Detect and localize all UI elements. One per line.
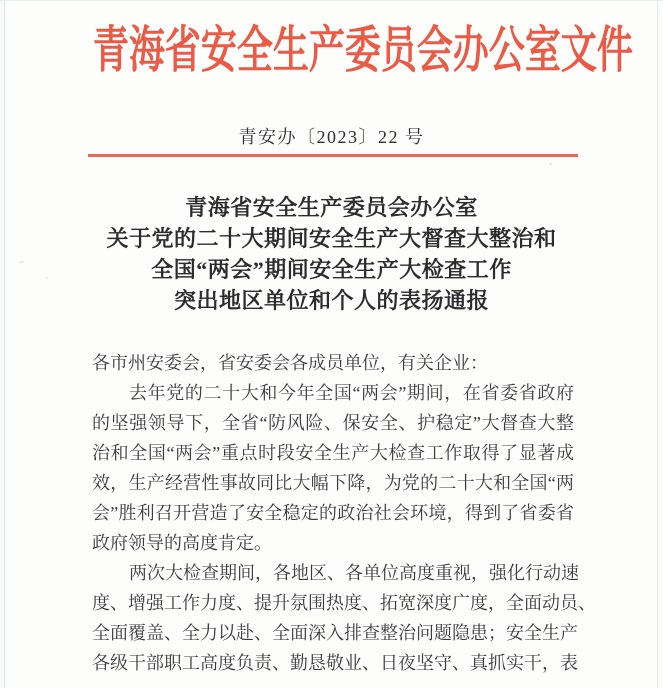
body-line: 效，生产经营性事故同比大幅下降，为党的二十大和全国“两 bbox=[92, 473, 574, 493]
body-line: 去年党的二十大和今年全国“两会”期间，在省委省政府 bbox=[129, 383, 574, 403]
body-line: 两次大检查期间，各地区、各单位高度重视，强化行动速 bbox=[129, 563, 579, 583]
body-line: 会”胜利召开营造了安全稳定的政治社会环境，得到了省委省 bbox=[92, 503, 574, 523]
scan-edge-line-right bbox=[657, 0, 658, 688]
body-line: 治和全国“两会”重点时段安全生产大检查工作取得了显著成 bbox=[92, 443, 574, 463]
document-title-line-4: 突出地区单位和个人的表扬通报 bbox=[173, 288, 489, 313]
body-line: 度、增强工作力度、提升氛围热度、拓宽深度广度，全面动员、 bbox=[92, 593, 596, 613]
document-title bbox=[0, 192, 663, 316]
document-title-line-1: 青海省安全生产委员会办公室 bbox=[185, 195, 478, 220]
scan-edge-line-left bbox=[4, 0, 5, 688]
paragraph-1 bbox=[92, 378, 574, 558]
body-line: 各级干部职工高度负责、勤恳敬业、日夜坚守、真抓实干，表 bbox=[92, 653, 578, 673]
body-line: 政府领导的高度肯定。 bbox=[92, 533, 272, 553]
red-divider-rule bbox=[88, 154, 578, 157]
document-title-line-2: 关于党的二十大期间安全生产大督查大整治和 bbox=[106, 226, 557, 251]
body-line: 全面覆盖、全力以赴、全面深入排查整治问题隐患；安全生产 bbox=[92, 623, 578, 643]
paragraph-2 bbox=[92, 558, 596, 678]
scan-noise-speck bbox=[549, 163, 552, 165]
document-body bbox=[92, 348, 596, 678]
document-title-line-3: 全国“两会”期间安全生产大检查工作 bbox=[151, 257, 512, 282]
salutation-line: 各市州安委会，省安委会各成员单位，有关企业： bbox=[92, 353, 488, 373]
document-reference-number: 青安办〔2023〕22 号 bbox=[238, 127, 425, 147]
scan-edge-line-top bbox=[0, 0, 663, 1]
body-line: 的坚强领导下，全省“防风险、保安全、护稳定”大督查大整 bbox=[92, 413, 574, 433]
issuing-org-masthead: 青海省安全生产委员会办公室文件 bbox=[92, 22, 633, 78]
